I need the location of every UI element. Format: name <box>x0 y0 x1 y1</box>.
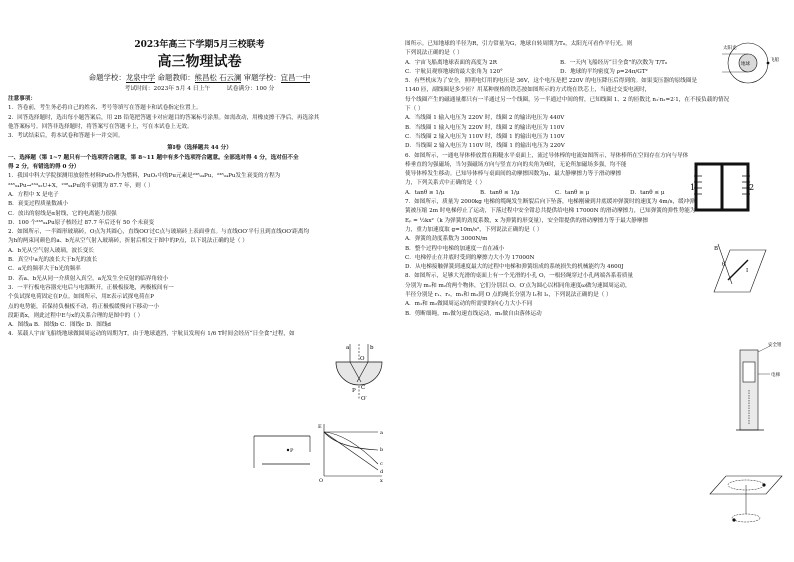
q2-option: D．若a、b光从同一介质射入真空，a光发生全反射的临界角较小 <box>8 275 169 282</box>
q1-option: D．100 个²³⁸₉₄Pu原子核经过 87.7 年后还有 50 个未衰变 <box>8 219 155 226</box>
q4-text: 下列说法正确的是（ ） <box>405 50 463 57</box>
note-item: 2．回答选择题时，选出每小题答案后，用 2B 铅笔把答题卡对应题目的答案标号涂黑。如需改动，用橡皮擦干净后，再选涂其 <box>8 114 320 121</box>
q2-text: 2．如图所示，一半圆形玻璃砖，O点为其圆心，直线OO′过C点与玻璃砖上表面垂直。与直线OO′平行且到直线OO′距离均 <box>8 229 310 236</box>
q4-option-row <box>405 68 715 77</box>
ray-b-label: b <box>370 345 374 351</box>
review-prefix: 审题学校： <box>243 73 281 82</box>
center-o-label: O <box>360 356 365 362</box>
q3-point-p: P <box>290 448 294 454</box>
q3-text: 个负试探电荷固定在P点。如图所示，用E表示试探电荷在P <box>8 294 154 301</box>
q2-option: C．a光的频率大于b光的频率 <box>8 266 81 273</box>
note-item: 1．答卷前，考生务必将自己的姓名、考号等填写在答题卡和试卷指定位置上。 <box>8 105 202 112</box>
q1-text: ²³⁸₉₄Pu→²³⁴₉₂U+X，²³⁸₉₄Pu的半衰期为 87.7 年，则（ ） <box>8 182 154 189</box>
note-item: 他答案标号。回答非选择题时，将答案写在答题卡上，写在本试卷上无效。 <box>8 123 193 130</box>
q5-option: C．当线圈 2 输入电压为 110V 时，线圈 1 的输出电压为 110V <box>405 133 565 140</box>
q6-option: D．tanθ ≤ μ <box>630 189 665 196</box>
q4-option: A．宇宙飞船离地球表面的高度为 2R <box>405 59 497 66</box>
q7-option: C．电梯停止在井底时受到的摩擦力大小为 17000N <box>405 254 535 261</box>
q3-line-b: b <box>380 447 384 453</box>
teacher-prefix: 命题教师： <box>157 73 195 82</box>
q7-text: 力，重力加速度取 g=10m/s²，下列说法正确的是（ ） <box>405 226 543 233</box>
q3-line-c: c <box>380 461 383 467</box>
q2-figure <box>328 340 390 402</box>
q2-text: 为h的两束同颜色的a、b光从空气射入玻璃砖，折射后相交于图中的P点，以下说法正确的是（ ） <box>8 238 248 245</box>
q3-axis-e: E <box>318 424 322 430</box>
exam-title: 2023年高三下学期5月三校联考 <box>134 40 265 50</box>
q8-text: 分别为 m₁和 m₂的两个物体，它们分别以 O、O′点为圆心以相同角速度ω做匀速圆周运动， <box>405 282 631 289</box>
point-c-label: C <box>361 385 366 391</box>
q4-option: D．地球的平均密度为 ρ=24π/GT² <box>560 68 648 75</box>
subject-title: 高三物理试卷 <box>157 54 242 70</box>
q2-option: A．b光从空气射入玻璃，波长变长 <box>8 247 94 254</box>
q3-capacitor-figure <box>252 428 314 472</box>
elevator-label: 电梯 <box>771 373 780 378</box>
q6-option-row <box>405 189 705 198</box>
point-p-label: P <box>352 388 356 394</box>
q8-table-figure <box>706 470 786 530</box>
q4-option: B．一天内飞船经历“日全食”的次数为 T/T₀ <box>560 59 668 66</box>
exam-score: 试卷满分：100 分 <box>226 86 275 92</box>
q6-text: 6．如图所示，一通电导体棒放置在粗糙水平桌面上，流过导体棒的电流如图所示，导体棒所在空间存在方向与导体 <box>405 152 689 159</box>
safety-clamp-label: 安全钳 <box>768 343 782 348</box>
q1-option: B．衰变过程质量数减小 <box>8 201 69 208</box>
q6-text: 力，下列关系式中正确的是（ ） <box>405 180 486 187</box>
q3-origin: O <box>319 478 324 482</box>
review-school: 宜昌一中 <box>280 73 311 82</box>
q5-option: D．当线圈 2 输入电压为 110V 时，线圈 1 的输出电压为 220V <box>405 143 565 150</box>
q5-text: 下（ ） <box>405 106 424 113</box>
q7-text: 簧被压缩 2m 时电梯停止了运动，下落过程中安全钳总共提供给电梯 17000N 的滑动摩擦力，已知弹簧的弹性势能为 <box>405 208 696 215</box>
coil2-label: 2 <box>749 183 754 192</box>
b-field-label: B <box>714 246 719 252</box>
schools-prefix: 命题学校： <box>88 73 126 82</box>
q3-options: A．图线a B．图线b C．图线c D．图线d <box>8 322 112 329</box>
exam-time: 考试时间：2023年 5月 4 日上午 <box>124 86 211 92</box>
q8-option: B．剪断细绳，m₁做匀速直线运动，m₂做自由落体运动 <box>405 310 542 317</box>
q3-line-d: d <box>380 469 384 475</box>
earth-label: 地球 <box>741 62 750 67</box>
q3-line-a: a <box>380 430 383 436</box>
q5-text: 5．有些机床为了安全，照明电灯用的电压是 36V，这个电压是把 220V 的电压降压后得到的。如果变压器的原线圈是 <box>405 78 698 85</box>
q6-option: C．tanθ ≥ μ <box>555 189 590 196</box>
q8-text: 8．如图所示，足够大光滑的桌面上有一个光滑的小孔 O，一根轻绳穿过小孔两端各系着质量 <box>405 273 634 280</box>
q4-text: 4．某载人宇宙飞船绕地球做圆周运动的周期为T，由于地球遮挡，宇航员发现有 1/6 T时间会经历“日全食”过程，如 <box>8 331 295 338</box>
q7-text: Eₚ = ½kx²（k 为弹簧的劲度系数，x 为弹簧的形变量），安全钳提供的滑动摩擦力等于最大静摩擦 <box>405 217 649 224</box>
q7-text: 7．如图所示，质量为 2000kg 电梯的缆绳发生断裂后向下坠落，电梯刚碰到井底缓冲弹簧时的速度为 4m/s，缓冲弹 <box>405 199 695 206</box>
q5-option: A．当线圈 1 输入电压为 220V 时，线圈 2 的输出电压为 440V <box>405 115 565 122</box>
theta-label: θ <box>722 262 726 268</box>
o-prime-label: O′ <box>361 396 367 402</box>
q3-text: 3．一平行板电容器充电后与电源断开，正极板接地，两极板间有一 <box>8 284 174 291</box>
q1-option: C．放出的射线是α射线，它的电离能力很强 <box>8 210 117 217</box>
q5-text: 每个线圈产生的磁通量都只有一半通过另一个线圈，另一半通过中间的臂，已知线圈 1、2 的匝数比 n₁∶n₂=2∶1，在不接负载的情况 <box>405 96 730 103</box>
q2-option: B．真空中a光的波长大于b光的波长 <box>8 257 98 264</box>
section-intro: 一、选择题（第 1~7 题只有一个选项符合题意，第 8~11 题中有多个选项符合题意。全部选对得 4 分，选对但不全 <box>8 154 299 161</box>
q7-elevator-figure <box>728 340 788 436</box>
notes-title: 注意事项： <box>8 96 36 102</box>
note-item: 3．考试结束后，将本试卷和答题卡一并交回。 <box>8 133 124 140</box>
ship-label: 飞船 <box>770 58 779 63</box>
q7-option: A．弹簧的劲度系数为 3000N/m <box>405 236 488 243</box>
q3-axis-x: x <box>380 478 383 482</box>
q6-option: B．tanθ ≤ 1/μ <box>480 189 520 196</box>
q5-option: B．当线圈 1 输入电压为 220V 时，线圈 2 的输出电压为 110V <box>405 124 565 131</box>
q4-text: 图所示。已知地球的半径为R，引力常量为G，地球自转周期为T₀，太阳光可看作平行光，则 <box>405 41 633 47</box>
ray-a-label: a <box>346 345 350 351</box>
school-name: 龙泉中学 <box>125 73 156 82</box>
q3-text: 段距离x，则此过程中E与x的关系合理的是图中的（ ） <box>8 312 144 319</box>
q1-text: 1．我国中科大学院探测用放射性材料PuO₂作为燃料，PuO₂中的Pu元素是²³⁸₉₄Pu，²³⁸₉₄Pu发生衰变的方程为 <box>8 173 281 180</box>
q8-text: 半径分别是 r₁、r₂，m₁和 m₂到 O 点的绳长分别为 l₁和 l₂，下列说法正确的是（ ） <box>405 292 612 299</box>
q3-text: 点的电势能，若保持负极板不动，将正极板缓慢向下移动一小 <box>8 303 160 310</box>
q1-option: A．方程中 X 是电子 <box>8 191 59 198</box>
q5-text: 1140 匝，副线圈是多少匝？用某种规格的铁芯按如图所示的方式绕在铁芯上，当通过交变电流时， <box>405 87 651 94</box>
sunlight-label: 太阳光 <box>723 46 737 51</box>
q3-graph-figure <box>318 420 386 482</box>
q4-earth-figure <box>722 40 788 86</box>
section-title: 第Ⅰ卷（选择题共 44 分） <box>167 145 232 152</box>
current-label: I <box>746 268 749 274</box>
q6-text: 棒垂直的匀强磁场，当匀强磁场方向与竖直方向的夹角为θ时，无论所加磁场多强，均不能 <box>405 161 627 168</box>
q6-option: A．tanθ ≥ 1/μ <box>405 189 445 196</box>
q4-option-row <box>405 59 715 68</box>
q7-option: D．从电梯接触弹簧到速度最大的过程中电梯和弹簧组成的系统损失的机械能约为 4600J <box>405 264 624 271</box>
q5-transformer-figure <box>690 160 754 214</box>
q6-rod-figure <box>700 240 770 298</box>
q8-option: A．m₁和 m₂做圆周运动的所需要的向心力大小不同 <box>405 301 533 308</box>
teacher-name: 熊昌松 石云澜 <box>194 73 242 82</box>
section-intro: 得 2 分，有错选的得 0 分） <box>8 164 80 171</box>
school-line <box>8 72 391 84</box>
coil1-label: 1 <box>690 183 696 192</box>
q6-text: 使导体棒发生移动。已知导体棒与桌面间的动摩擦因数为μ，最大静摩擦力等于滑动摩擦 <box>405 171 622 178</box>
exam-info <box>8 84 391 95</box>
q4-option: C．宇航员观察地球的最大张角为 120° <box>405 68 503 75</box>
q7-option: B．整个过程中电梯的加速度一直在减小 <box>405 245 505 252</box>
